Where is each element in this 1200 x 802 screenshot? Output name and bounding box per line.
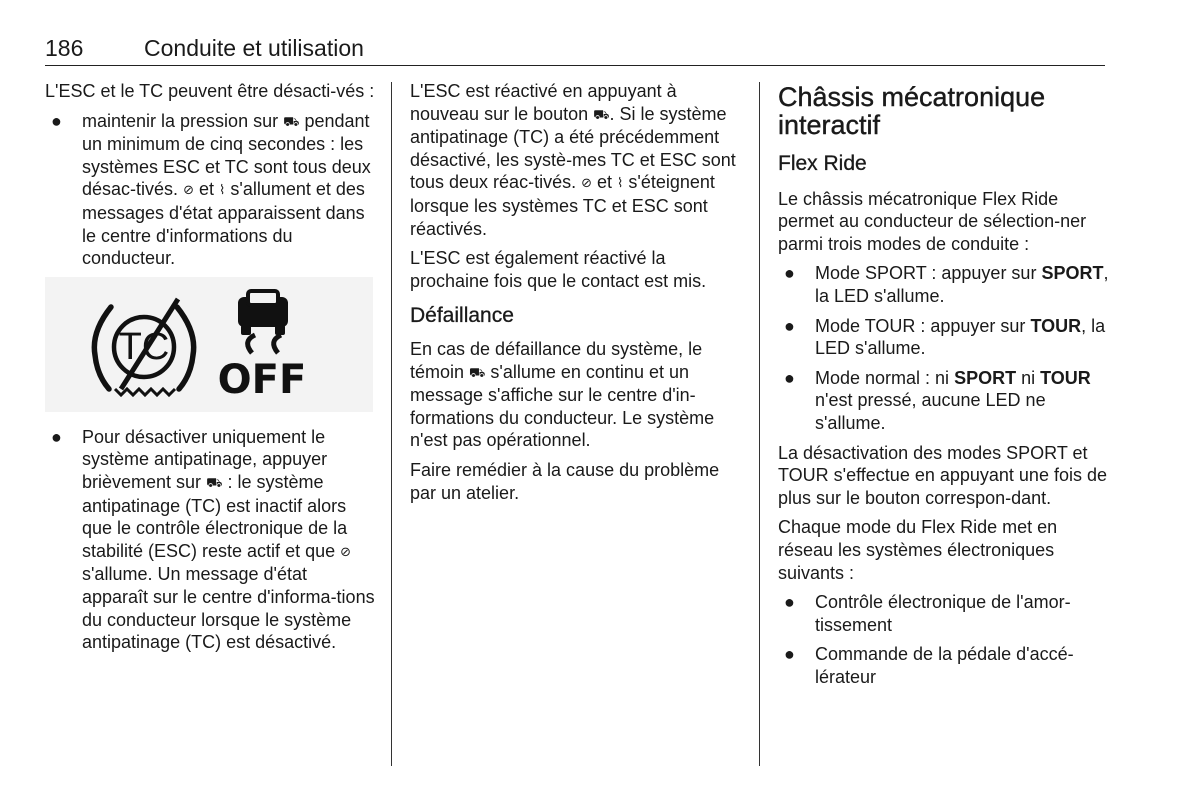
paragraph: Chaque mode du Flex Ride met en réseau les systèmes électroniques suivants : — [778, 517, 1058, 583]
column-divider — [391, 82, 392, 766]
section-title: Conduite et utilisation — [144, 35, 364, 61]
list-item: ● maintenir la pression sur ⛟ pendant un minimum de cinq secondes : les systèmes ESC et TC sont tous deux désac-tivés. ⊘ et ⌇ s'allument et des messages d'état apparaissent dans le centre d'informations du conducteur. — [51, 110, 371, 269]
esc-off-icon: ⌇ — [617, 175, 624, 191]
column-divider — [759, 82, 760, 766]
bullet: ● — [784, 592, 795, 613]
paragraph: Faire remédier à la cause du problème par un atelier. — [410, 459, 720, 503]
paragraph: L'ESC est également réactivé la prochaine fois que le contact est mis. — [410, 248, 707, 291]
list-item: ● Mode SPORT : appuyer sur SPORT, la LED s'allume. — [784, 263, 1109, 306]
list-item: ● Contrôle électronique de l'amor-tissement — [784, 592, 1071, 635]
bullet: ● — [784, 644, 795, 665]
traction-control-icon: ⛟ — [593, 106, 610, 122]
paragraph: L'ESC est réactivé en appuyant à nouveau sur le bouton ⛟. Si le système antipatinage (TC) a été précédemment désactivé, les systè-mes TC et ESC sont tous deux réac-tivés. ⊘ et ⌇ s'éteignent lorsque les systèmes TC et ESC sont réactivés. — [410, 81, 736, 239]
page-header — [45, 35, 1105, 66]
traction-control-icon: ⛟ — [469, 364, 486, 380]
column-2 — [410, 80, 740, 511]
mode-list — [778, 262, 1110, 434]
chassis-heading: Châssis mécatronique interactif — [778, 82, 1046, 140]
bullet: ● — [784, 367, 795, 388]
bullet: ● — [51, 426, 62, 447]
bullet-list — [45, 110, 375, 270]
tc-off-icon: ⊘ — [183, 182, 194, 198]
skid-off-symbol — [238, 291, 288, 353]
tc-off-icon: ⊘ — [581, 175, 592, 191]
list-item: ● Commande de la pédale d'accé-lérateur — [784, 644, 1074, 687]
bullet: ● — [784, 315, 795, 336]
traction-control-icon: ⛟ — [283, 113, 300, 129]
list-item: ● Mode normal : ni SPORT ni TOUR n'est pressé, aucune LED ne s'allume. — [784, 367, 1091, 433]
bullet: ● — [784, 263, 795, 284]
list-item: ● Mode TOUR : appuyer sur TOUR, la LED s'allume. — [784, 315, 1106, 359]
flex-ride-heading: Flex Ride — [778, 152, 867, 175]
intro-paragraph: L'ESC et le TC peuvent être désacti-vés : — [45, 81, 375, 101]
paragraph: En cas de défaillance du système, le témoin ⛟ s'allume en continu et un message s'affiche sur le centre d'in-formations du conducteur. Le système n'est pas opérationnel. — [410, 338, 715, 451]
traction-control-icon: ⛟ — [206, 474, 223, 490]
bullet-list — [45, 426, 375, 654]
bullet: ● — [51, 110, 62, 131]
tc-symbol-label: TC — [118, 325, 170, 368]
warning-lights-illustration — [45, 277, 373, 412]
page-number: 186 — [45, 35, 84, 61]
paragraph: Le châssis mécatronique Flex Ride permet au conducteur de sélection-ner parmi trois modes de conduite : — [778, 188, 1087, 254]
off-label: OFF — [217, 356, 307, 403]
defaillance-heading: Défaillance — [410, 304, 514, 328]
list-item: ● Pour désactiver uniquement le système antipatinage, appuyer brièvement sur ⛟ : le système antipatinage (TC) est inactif alors que le contrôle électronique de la stabilité (ESC) reste actif et que ⊘ s'allume. Un message d'état apparaît sur le centre d'informa-tions du conducteur lorsque le système antipatinage (TC) est désactivé. — [51, 426, 375, 653]
column-1 — [45, 80, 375, 661]
systems-list — [778, 591, 1110, 688]
column-3 — [778, 80, 1110, 695]
esc-off-icon: ⌇ — [219, 182, 226, 198]
tc-off-icon: ⊘ — [340, 543, 352, 559]
paragraph: La désactivation des modes SPORT et TOUR s'effectue en appuyant une fois de plus sur le bouton correspon-dant. — [778, 442, 1107, 508]
